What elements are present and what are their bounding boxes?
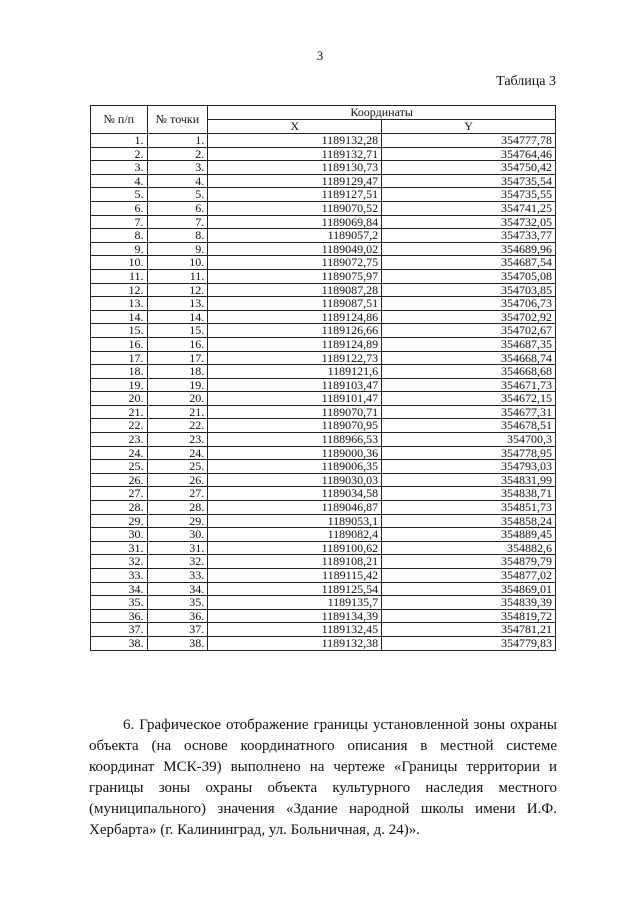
cell-x: 1189006,35 [208,460,382,474]
cell-x: 1189124,86 [208,310,382,324]
table-row [91,174,556,188]
cell-row-number: 31. [91,541,148,555]
cell-y: 354705,08 [382,269,556,283]
cell-row-number: 8. [91,229,148,243]
cell-row-number: 36. [91,609,148,623]
cell-x: 1189087,28 [208,283,382,297]
cell-x: 1189046,87 [208,501,382,515]
cell-point-number: 22. [147,419,208,433]
cell-x: 1189132,45 [208,623,382,637]
cell-point-number: 11. [147,269,208,283]
cell-row-number: 20. [91,392,148,406]
cell-y: 354781,21 [382,623,556,637]
cell-row-number: 11. [91,269,148,283]
cell-point-number: 4. [147,174,208,188]
cell-point-number: 5. [147,188,208,202]
cell-point-number: 38. [147,636,208,650]
cell-row-number: 3. [91,161,148,175]
table-row [91,215,556,229]
table-row [91,419,556,433]
cell-row-number: 23. [91,433,148,447]
page-number: 3 [316,48,324,63]
cell-point-number: 7. [147,215,208,229]
cell-row-number: 35. [91,596,148,610]
cell-point-number: 32. [147,555,208,569]
cell-y: 354869,01 [382,582,556,596]
table-row [91,269,556,283]
cell-point-number: 28. [147,501,208,515]
cell-row-number: 4. [91,174,148,188]
paragraph-6 [89,715,557,841]
table-row [91,365,556,379]
table-row [91,201,556,215]
cell-point-number: 24. [147,446,208,460]
cell-point-number: 16. [147,337,208,351]
cell-point-number: 25. [147,460,208,474]
table-row [91,324,556,338]
cell-y: 354764,46 [382,147,556,161]
cell-row-number: 19. [91,378,148,392]
cell-row-number: 37. [91,623,148,637]
cell-point-number: 3. [147,161,208,175]
header-point-number: № точки [147,106,208,134]
cell-x: 1189100,62 [208,541,382,555]
cell-y: 354702,67 [382,324,556,338]
cell-point-number: 36. [147,609,208,623]
cell-y: 354733,77 [382,229,556,243]
cell-x: 1189124,89 [208,337,382,351]
table-row [91,310,556,324]
cell-x: 1189101,47 [208,392,382,406]
cell-y: 354706,73 [382,297,556,311]
cell-row-number: 18. [91,365,148,379]
cell-row-number: 26. [91,473,148,487]
cell-row-number: 27. [91,487,148,501]
cell-point-number: 31. [147,541,208,555]
cell-x: 1189134,39 [208,609,382,623]
cell-x: 1189072,75 [208,256,382,270]
table-row [91,460,556,474]
cell-row-number: 6. [91,201,148,215]
cell-x: 1189108,21 [208,555,382,569]
cell-point-number: 2. [147,147,208,161]
cell-row-number: 29. [91,514,148,528]
cell-x: 1189082,4 [208,528,382,542]
cell-x: 1189130,73 [208,161,382,175]
table-row [91,541,556,555]
cell-point-number: 29. [147,514,208,528]
table-row [91,446,556,460]
table-row [91,188,556,202]
table-row [91,147,556,161]
table-row [91,392,556,406]
cell-y: 354677,31 [382,405,556,419]
cell-x: 1188966,53 [208,433,382,447]
cell-y: 354687,54 [382,256,556,270]
coordinates-table [90,105,556,651]
cell-y: 354838,71 [382,487,556,501]
cell-point-number: 14. [147,310,208,324]
table-row [91,596,556,610]
table-row [91,487,556,501]
table-row [91,473,556,487]
cell-y: 354735,55 [382,188,556,202]
cell-x: 1189125,54 [208,582,382,596]
cell-y: 354732,05 [382,215,556,229]
header-y: Y [382,120,556,134]
cell-y: 354672,15 [382,392,556,406]
cell-row-number: 16. [91,337,148,351]
cell-row-number: 17. [91,351,148,365]
cell-x: 1189057,2 [208,229,382,243]
cell-y: 354879,79 [382,555,556,569]
cell-y: 354671,73 [382,378,556,392]
cell-row-number: 9. [91,242,148,256]
cell-x: 1189127,51 [208,188,382,202]
cell-row-number: 34. [91,582,148,596]
cell-row-number: 13. [91,297,148,311]
table-body [91,134,556,651]
cell-point-number: 9. [147,242,208,256]
cell-y: 354777,78 [382,134,556,148]
cell-point-number: 20. [147,392,208,406]
cell-row-number: 14. [91,310,148,324]
table-row [91,378,556,392]
cell-point-number: 17. [147,351,208,365]
cell-x: 1189070,95 [208,419,382,433]
cell-x: 1189070,52 [208,201,382,215]
cell-point-number: 30. [147,528,208,542]
cell-x: 1189034,58 [208,487,382,501]
cell-y: 354689,96 [382,242,556,256]
cell-point-number: 34. [147,582,208,596]
cell-row-number: 10. [91,256,148,270]
cell-point-number: 19. [147,378,208,392]
cell-y: 354889,45 [382,528,556,542]
cell-x: 1189053,1 [208,514,382,528]
table-row [91,242,556,256]
cell-point-number: 35. [147,596,208,610]
cell-row-number: 32. [91,555,148,569]
table-row [91,351,556,365]
cell-y: 354882,6 [382,541,556,555]
cell-x: 1189000,36 [208,446,382,460]
cell-row-number: 25. [91,460,148,474]
table-row [91,636,556,650]
table-row [91,229,556,243]
header-x: X [208,120,382,134]
cell-row-number: 12. [91,283,148,297]
cell-x: 1189129,47 [208,174,382,188]
cell-row-number: 7. [91,215,148,229]
cell-point-number: 6. [147,201,208,215]
cell-y: 354779,83 [382,636,556,650]
table-row [91,501,556,515]
cell-y: 354831,99 [382,473,556,487]
cell-row-number: 33. [91,569,148,583]
cell-x: 1189135,7 [208,596,382,610]
table-row [91,337,556,351]
cell-y: 354858,24 [382,514,556,528]
cell-point-number: 1. [147,134,208,148]
table-row [91,514,556,528]
cell-row-number: 1. [91,134,148,148]
cell-y: 354668,68 [382,365,556,379]
cell-x: 1189087,51 [208,297,382,311]
cell-row-number: 5. [91,188,148,202]
cell-y: 354839,39 [382,596,556,610]
paragraph-text: 6. Графическое отображение границы установленной зоны охраны объекта (на основе координатного описания в местной системе координат МСК-39) выполнено на чертеже «Границы территории и границы зоны охраны объекта культурного наследия местного (муниципального) значения «Здание народной школы имени И.Ф. Хербарта» (г. Калининград, ул. Больничная, д. 24)». [89,717,557,838]
cell-point-number: 23. [147,433,208,447]
cell-y: 354877,02 [382,569,556,583]
cell-point-number: 10. [147,256,208,270]
cell-x: 1189126,66 [208,324,382,338]
cell-y: 354702,92 [382,310,556,324]
table-row [91,283,556,297]
cell-y: 354703,85 [382,283,556,297]
cell-point-number: 33. [147,569,208,583]
cell-x: 1189103,47 [208,378,382,392]
cell-row-number: 22. [91,419,148,433]
table-row [91,623,556,637]
table-row [91,161,556,175]
table-row [91,582,556,596]
cell-row-number: 21. [91,405,148,419]
cell-y: 354735,54 [382,174,556,188]
cell-point-number: 21. [147,405,208,419]
cell-row-number: 38. [91,636,148,650]
cell-x: 1189049,02 [208,242,382,256]
cell-x: 1189132,38 [208,636,382,650]
cell-x: 1189030,03 [208,473,382,487]
cell-x: 1189070,71 [208,405,382,419]
header-row-number: № п/п [91,106,148,134]
cell-y: 354793,03 [382,460,556,474]
cell-x: 1189122,73 [208,351,382,365]
cell-row-number: 2. [91,147,148,161]
table-row [91,528,556,542]
cell-point-number: 8. [147,229,208,243]
table-row [91,555,556,569]
cell-y: 354668,74 [382,351,556,365]
cell-x: 1189132,28 [208,134,382,148]
cell-row-number: 28. [91,501,148,515]
cell-point-number: 37. [147,623,208,637]
header-coordinates: Координаты [208,106,556,120]
table-row [91,569,556,583]
table-row [91,609,556,623]
cell-y: 354678,51 [382,419,556,433]
cell-x: 1189121,6 [208,365,382,379]
cell-point-number: 26. [147,473,208,487]
cell-x: 1189069,84 [208,215,382,229]
cell-y: 354741,25 [382,201,556,215]
cell-y: 354778,95 [382,446,556,460]
table-row [91,134,556,148]
cell-y: 354750,42 [382,161,556,175]
cell-point-number: 18. [147,365,208,379]
cell-x: 1189075,97 [208,269,382,283]
cell-y: 354819,72 [382,609,556,623]
cell-x: 1189132,71 [208,147,382,161]
cell-row-number: 30. [91,528,148,542]
cell-point-number: 15. [147,324,208,338]
table-row [91,297,556,311]
cell-y: 354700,3 [382,433,556,447]
cell-point-number: 13. [147,297,208,311]
table-row [91,256,556,270]
cell-row-number: 15. [91,324,148,338]
cell-point-number: 12. [147,283,208,297]
cell-y: 354851,73 [382,501,556,515]
table-row [91,405,556,419]
cell-y: 354687,35 [382,337,556,351]
cell-point-number: 27. [147,487,208,501]
table-row [91,433,556,447]
table-caption: Таблица 3 [496,74,556,89]
cell-row-number: 24. [91,446,148,460]
cell-x: 1189115,42 [208,569,382,583]
